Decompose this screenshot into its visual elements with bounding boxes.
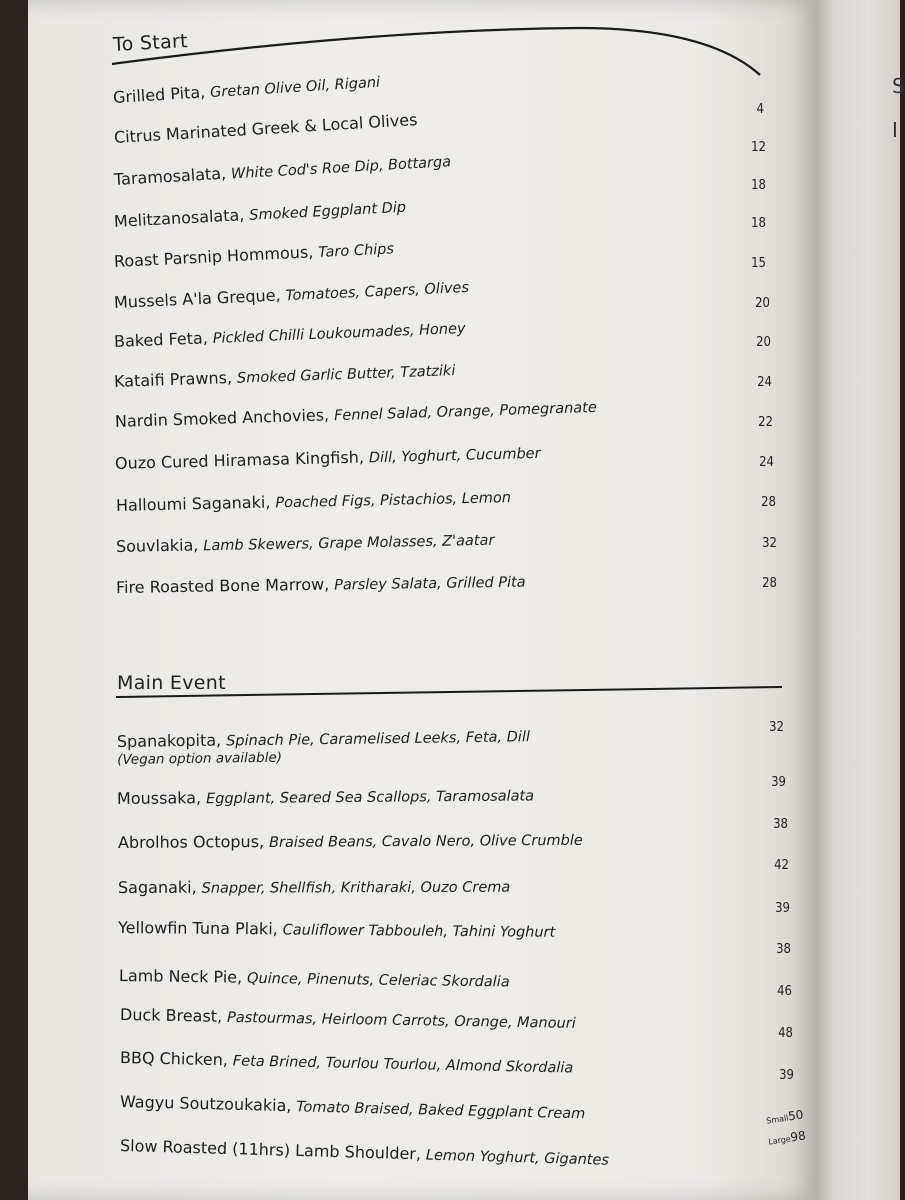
menu-item-name: Moussaka, (116, 788, 202, 808)
menu-item (118, 918, 555, 941)
menu-item-name: Abrolhos Octopus, (117, 831, 265, 852)
menu-item (117, 785, 534, 808)
menu-item-description: Snapper, Shellfish, Kritharaki, Ouzo Crema (201, 879, 511, 897)
menu-item-description: Cauliflower Tabbouleh, Tahini Yoghurt (282, 922, 556, 941)
menu-item-name: Melitzanosalata, (113, 205, 245, 231)
menu-item-price: 39 (771, 775, 786, 790)
menu-item-price: 48 (778, 1026, 793, 1041)
menu-item-price: 39 (775, 901, 790, 916)
menu-item-name: Grilled Pita, (112, 82, 206, 107)
menu-item-price: 22 (758, 415, 773, 430)
menu-item-description: Braised Beans, Cavalo Nero, Olive Crumble (268, 832, 583, 851)
menu-item-name: Citrus Marinated Greek & Local Olives (113, 109, 418, 147)
menu-item-price: 39 (779, 1068, 794, 1083)
menu-item-price: 24 (759, 455, 774, 470)
menu-item-description: Tomato Braised, Baked Eggplant Cream (296, 1099, 586, 1123)
menu-item-name: Ouzo Cured Hiramasa Kingfish, (114, 447, 365, 473)
menu-item-price: 32 (769, 720, 784, 735)
menu-item-name: Duck Breast, (119, 1005, 223, 1026)
menu-item-description: Lemon Yoghurt, Gigantes (425, 1147, 610, 1169)
menu-item-name: Baked Feta, (113, 328, 209, 351)
menu-item-price: 32 (762, 536, 777, 551)
menu-item-description: Spinach Pie, Caramelised Leeks, Feta, Dill (226, 729, 531, 750)
menu-item-name: BBQ Chicken, (119, 1048, 229, 1070)
menu-item-note: (Vegan option available) (117, 749, 283, 768)
menu-item-name: Roast Parsnip Hommous, (113, 242, 314, 271)
menu-item (117, 726, 531, 768)
menu-item-name: Kataifi Prawns, (113, 367, 233, 391)
menu-item-price: 28 (761, 495, 776, 510)
menu-item-description: White Cod's Roe Dip, Bottarga (230, 154, 452, 183)
menu-item-description: Pastourmas, Heirloom Carrots, Orange, Manouri (226, 1009, 576, 1032)
price-large: Large98 (767, 1128, 807, 1147)
menu-item-price: 4 (756, 102, 764, 117)
menu-item-name: Taramosalata, (113, 163, 227, 189)
menu-item (118, 830, 583, 852)
menu-item-price: 46 (777, 984, 792, 999)
menu-item-name: Mussels A'la Greque, (113, 285, 281, 312)
menu-item-description: Lamb Skewers, Grape Molasses, Z'aatar (203, 532, 495, 555)
menu-item (118, 877, 510, 897)
menu-item-description: Dill, Yoghurt, Cucumber (368, 445, 541, 467)
menu-item-price: 24 (757, 375, 772, 390)
section-title-to-start: To Start (112, 30, 189, 56)
section-rule (108, 20, 768, 80)
section-rule (114, 684, 786, 704)
menu-item-description: Fennel Salad, Orange, Pomegranate (333, 399, 598, 425)
menu-item-description: Eggplant, Seared Sea Scallops, Taramosalata (205, 788, 535, 808)
menu-item-description: Taro Chips (317, 241, 395, 262)
menu-item-description: Poached Figs, Pistachios, Lemon (275, 490, 512, 512)
menu-item-price: 38 (773, 817, 788, 832)
menu-item-description: Quince, Pinenuts, Celeriac Skordalia (246, 970, 510, 991)
menu-item-name: Yellowfin Tuna Plaki, (117, 918, 278, 939)
menu-item-name: Halloumi Saganaki, (115, 492, 271, 515)
menu-item-price: 20 (756, 335, 771, 350)
menu-item-description: Tomatoes, Capers, Olives (285, 279, 470, 305)
menu-item-price: 15 (751, 256, 766, 271)
menu-item-description: Gretan Olive Oil, Rigani (209, 74, 381, 102)
menu-item-name: Wagyu Soutzoukakia, (119, 1092, 292, 1116)
menu-item-description: Smoked Garlic Butter, Tzatziki (236, 363, 456, 387)
menu-item-price: 12 (751, 140, 766, 155)
menu-item-name: Souvlakia, (115, 535, 199, 556)
menu-item-price: 18 (751, 178, 766, 193)
next-page-edge (818, 0, 905, 1200)
menu-item-description: Pickled Chilli Loukoumades, Honey (212, 320, 466, 348)
menu-item-description: Feta Brined, Tourlou Tourlou, Almond Skordalia (232, 1053, 574, 1077)
menu-item-name: Nardin Smoked Anchovies, (114, 405, 330, 431)
menu-item-description: Smoked Eggplant Dip (248, 199, 407, 224)
menu-item-name: Fire Roasted Bone Marrow, (115, 574, 330, 597)
menu-item-name: Spanakopita, (116, 730, 222, 751)
menu-item-price: 28 (762, 576, 777, 591)
menu-item-price: 38 (776, 942, 791, 957)
menu-item-description: Parsley Salata, Grilled Pita (334, 574, 526, 594)
menu-item-name: Slow Roasted (11hrs) Lamb Shoulder, (119, 1136, 422, 1164)
price-small: Small50 (765, 1107, 805, 1126)
menu-item-price: 42 (774, 858, 789, 873)
next-page-fragment: I (892, 118, 898, 142)
menu-item-price: 20 (755, 296, 770, 311)
next-page-fragment: S (892, 74, 905, 98)
section-title-main-event: Main Event (117, 672, 226, 694)
menu-item-name: Lamb Neck Pie, (118, 966, 243, 987)
menu-item-name: Saganaki, (117, 877, 197, 897)
menu-item-price: 18 (751, 216, 766, 231)
